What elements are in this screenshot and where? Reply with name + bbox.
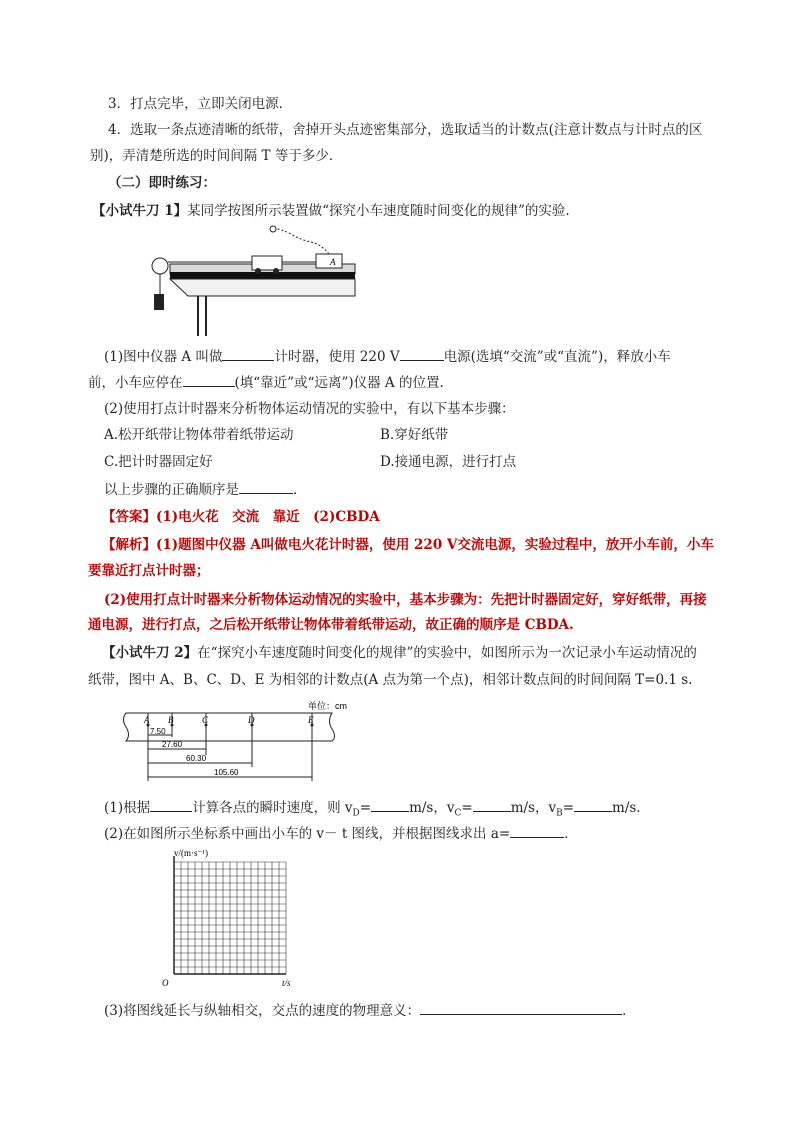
q2-p1-text-g: = [562,800,575,816]
q2-header-line2: 纸带，图中 A、B、C、D、E 为相邻的计数点(A 点为第一个点)，相邻计数点间的时间间隔 T=0.1 s. [88,672,693,688]
q1-p1-text-e: (填“靠近”或“远离”)仪器 A 的位置. [234,375,444,391]
grid-lines [174,862,286,974]
q2-stem1: 在“探究小车速度随时间变化的规律”的实验中，如图所示为一次记录小车运动情况的 [197,645,697,661]
subscript-B: B [556,808,563,819]
label-C: C [202,715,209,725]
cart-wheel [273,268,279,274]
q1-analysis-line1: 【解析】(1)题图中仪器 A叫做电火花计时器，使用 220 V交流电源，实验过程中，放开小车前，小车 [102,537,714,553]
q1-order-end: ． [293,482,307,498]
blank-order[interactable] [239,479,293,494]
plug [270,226,276,232]
dist-AB: 7.50 [150,727,166,736]
step-4-line1: 4．选取一条点迹清晰的纸带，舍掉开头点迹密集部分，选取适当的计数点(注意计数点与计时点的区 [108,122,703,138]
q1-part1-line2 [88,372,444,393]
label-B: B [168,715,174,725]
option-b: B.穿好纸带 [380,427,449,443]
q2-p3-end: ． [622,1003,636,1019]
step-3: 3．打点完毕，立即关闭电源． [108,96,293,112]
q2-header-line1 [102,643,697,663]
vt-graph [160,848,320,990]
q2-p2-text: (2)在如图所示坐标系中画出小车的 v－ t 图线，并根据图线求出 a= [104,826,511,842]
q1-analysis-line3: (2)使用打点计时器来分析物体运动情况的实验中，基本步骤为：先把计时器固定好，穿好纸带，再接 [104,592,707,608]
q2-p1-text-d: m/s，v [409,800,455,816]
q1-p1-text-c: 电源(选填“交流”或“直流”)，释放小车 [443,349,671,365]
apparatus-figure [148,224,370,340]
subscript-C: C [454,808,462,819]
dist-AD: 60.30 [186,754,207,763]
blank-meaning[interactable] [420,1000,622,1015]
q2-p1-text-b: 计算各点的瞬时速度，则 v [192,800,353,816]
blank-vB[interactable] [574,797,612,812]
section-title: （二）即时练习： [108,175,216,191]
q2-p1-text-a: (1)根据 [104,800,151,816]
q1-order-text: 以上步骤的正确顺序是 [104,482,239,498]
q2-part1 [104,797,641,824]
q2-p2-end: ． [564,826,578,842]
label-A: A [144,715,150,725]
q1-analysis-line2: 要靠近打点计时器； [88,563,210,579]
hanging-weight [154,294,164,310]
blank-method[interactable] [150,797,192,812]
q2-tag: 【小试牛刀 2】 [102,645,198,661]
blank-instrument[interactable] [222,346,274,361]
option-c: C.把计时器固定好 [104,454,213,470]
q1-header [92,201,570,221]
q1-analysis-line4: 通电源，进行打点，之后松开纸带让物体带着纸带运动，故正确的顺序是 CBDA. [88,617,574,633]
q2-p3-text: (3)将图线延长与纵轴相交，交点的速度的物理意义： [104,1003,421,1019]
origin-label: O [162,978,169,988]
q1-tag: 【小试牛刀 1】 [92,203,188,219]
q2-p1-text-h: m/s. [612,800,641,816]
dist-AE: 105.60 [214,768,239,777]
timer-A [316,254,342,268]
option-d: D.接通电源，进行打点 [380,454,517,470]
q2-p1-text-f: m/s，v [510,800,557,816]
q1-p1-text-d: 前，小车应停在 [88,375,183,391]
blank-vD[interactable] [371,797,409,812]
paper-tape-figure [120,697,347,785]
timer-label: A [330,257,336,267]
blank-power-source[interactable] [400,346,444,361]
track-edge [170,272,355,279]
tape-unit: 单位：cm [308,701,347,711]
dist-AC: 27.60 [162,740,183,749]
q1-answer: 【答案】(1)电火花 交流 靠近 (2)CBDA [102,509,380,525]
q1-p1-text-a: (1)图中仪器 A 叫做 [104,349,223,365]
power-cord [273,228,329,254]
step-4-line2: 别)，弄清楚所选的时间间隔 T 等于多少． [90,148,343,164]
subscript-D: D [352,808,360,819]
y-axis-label: v/(m·s⁻¹) [174,848,208,858]
q2-p1-text-c: = [359,800,372,816]
pulley [152,258,168,274]
label-E: E [308,715,314,725]
q2-part2 [104,823,578,844]
blank-vC[interactable] [473,797,511,812]
table-top [170,279,355,296]
q2-part3 [104,1000,636,1021]
x-axis-label: t/s [282,978,291,988]
q1-part1-line1 [104,346,671,367]
q1-order-line [104,479,307,500]
q1-p1-text-b: 计时器，使用 220 V [274,349,400,365]
q2-p1-text-e: = [461,800,473,816]
cart [252,256,282,270]
q1-stem: 某同学按图所示装置做“探究小车速度随时间变化的规律”的实验. [187,203,570,219]
option-a: A.松开纸带让物体带着纸带运动 [104,427,294,443]
blank-position[interactable] [183,372,235,387]
label-D: D [248,715,255,725]
blank-acceleration[interactable] [510,823,564,838]
q1-part2: (2)使用打点计时器来分析物体运动情况的实验中，有以下基本步骤： [104,401,515,417]
cart-wheel [255,268,261,274]
